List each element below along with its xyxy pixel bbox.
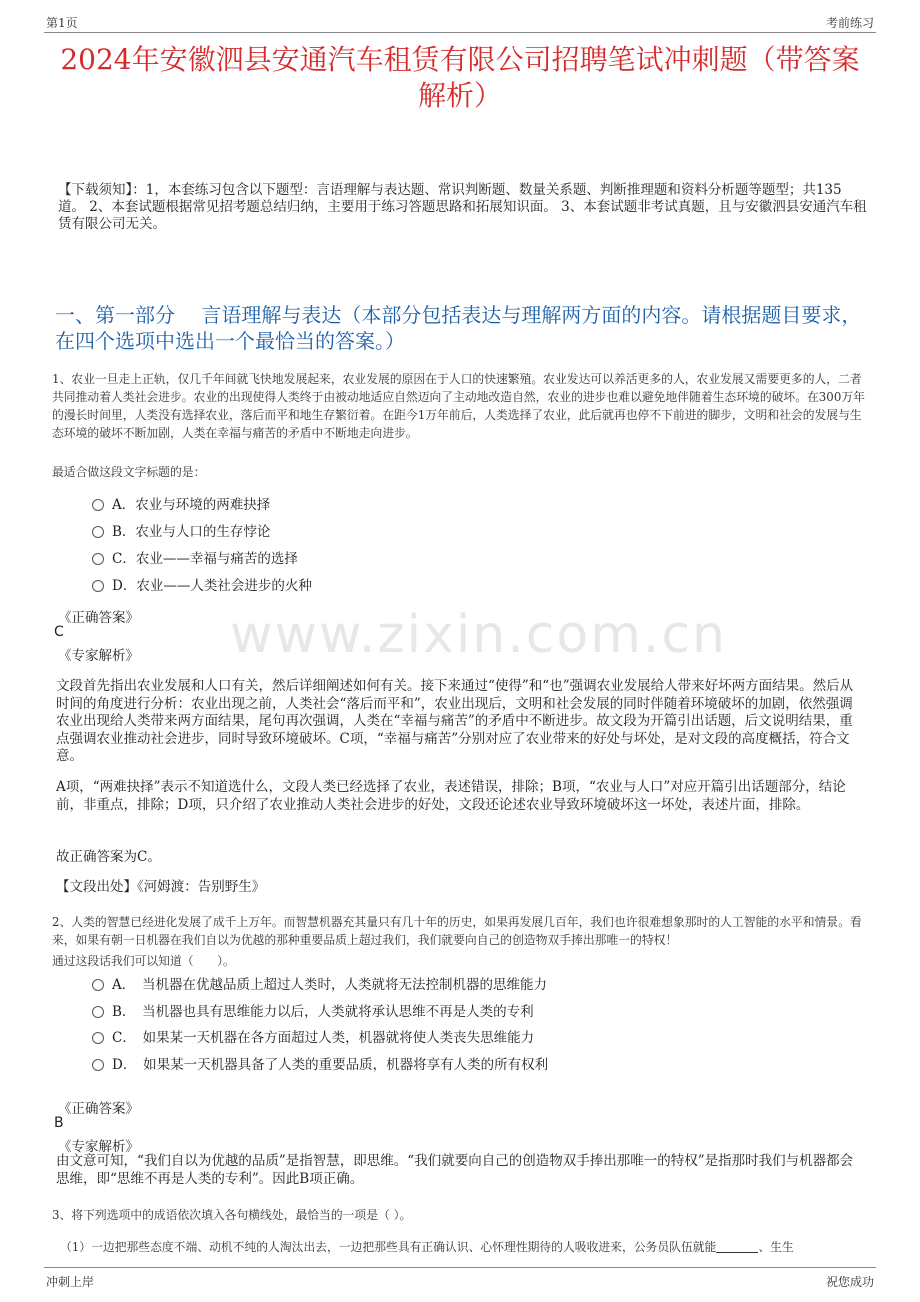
- option-label: C． 如果某一天机器在各方面超过人类，机器就将使人类丧失思维能力: [112, 1030, 535, 1046]
- option-label: B． 当机器也具有思维能力以后，人类就将承认思维不再是人类的专利: [112, 1004, 534, 1020]
- option-label: A．农业与环境的两难抉择: [112, 497, 271, 513]
- subitem-tail: 、生生: [758, 1240, 794, 1254]
- document-title: 2024年安徽泗县安通汽车租赁有限公司招聘笔试冲刺题（带答案解析）: [60, 43, 860, 112]
- option-1c[interactable]: [92, 550, 298, 568]
- header-label: 考前练习: [825, 16, 874, 30]
- option-1a[interactable]: [92, 496, 270, 514]
- question-1-text: 1、农业一旦走上正轨，仅几千年间就飞快地发展起来，农业发展的原因在于人口的快速繁殖。农业发达可以养活更多的人，农业发展又需要更多的人，二者共同推动着人类社会进步。农业的出现使得人类终于由被动地适应自然迈向了主动地改造自然，农业的进步也难以避免地伴随着生态环境的破坏。在300万年的漫长时间里，人类没有选择农业，落后而平和地生存繁衍着。在距今1万年前后，人类选择了农业，此后就再也停不下前进的脚步，文明和社会的发展与生态环境的破坏不断加剧，人类在幸福与痛苦的矛盾中不断地走向进步。: [52, 372, 865, 440]
- option-2d[interactable]: [92, 1056, 548, 1074]
- radio-icon[interactable]: [92, 1006, 104, 1018]
- answer-label: 《正确答案》: [58, 610, 139, 626]
- page-header: [44, 12, 876, 33]
- answer-label: 《正确答案》: [58, 1101, 139, 1117]
- radio-icon[interactable]: [92, 580, 104, 592]
- option-1b[interactable]: [92, 523, 270, 541]
- option-label: A． 当机器在优越品质上超过人类时，人类就将无法控制机器的思维能力: [112, 977, 547, 993]
- analysis-paragraph: 由文意可知，“我们自以为优越的品质”是指智慧，即思维。“我们就要向自己的创造物双手捧出那唯一的特权”是指那时我们与机器都会思维，即“思维不再是人类的专利”。因此B项正确。: [56, 1153, 854, 1187]
- analysis-conclusion: 故正确答案为C。: [56, 849, 161, 865]
- source-note: 【文段出处】《河姆渡：告别野生》: [56, 879, 266, 895]
- option-label: B．农业与人口的生存悖论: [112, 524, 271, 540]
- subitem-text: （1）一边把那些态度不端、动机不纯的人淘汰出去，一边把那些具有正确认识、心怀理性期待的人吸收进来，公务员队伍就能: [60, 1240, 717, 1254]
- analysis-paragraph: 文段首先指出农业发展和人口有关，然后详细阐述如何有关。接下来通过“使得”和“也”强调农业发展给人带来好坏两方面结果。然后从时间的角度进行分析：农业出现之前，人类社会“落后而平和”，农业出现后，文明和社会发展的同时伴随着环境破坏的加剧，依然强调农业出现给人类带来两方面结果，尾句再次强调，人类在“幸福与痛苦”的矛盾中不断进步。故文段为开篇引出话题，后文说明结果，重点强调农业推动社会进步，同时导致环境破坏。C项，“幸福与痛苦”分别对应了农业带来的好处与坏处，是对文段的高度概括，符合文意。: [56, 678, 854, 764]
- answer-value: C: [54, 624, 64, 640]
- option-label: D．农业——人类社会进步的火种: [112, 578, 312, 594]
- radio-icon[interactable]: [92, 526, 104, 538]
- radio-icon[interactable]: [92, 553, 104, 565]
- fill-blank: [716, 1240, 758, 1253]
- option-label: C．农业——幸福与痛苦的选择: [112, 551, 298, 567]
- question-3-subitem: [60, 1238, 868, 1256]
- radio-icon[interactable]: [92, 1032, 104, 1044]
- page-footer: [44, 1267, 876, 1288]
- question-2-prompt: 通过这段话我们可以知道（ ）。: [52, 954, 235, 968]
- radio-icon[interactable]: [92, 1059, 104, 1071]
- download-notice: 【下载须知】：1，本套练习包含以下题型：言语理解与表达题、常识判断题、数量关系题、判断推理题和资料分析题等题型；共135道。 2、本套试题根据常见招考题总结归纳，主要用于练习答题思路和拓展知识面。 3、本套试题非考试真题，且与安徽泗县安通汽车租赁有限公司无关。: [58, 182, 867, 232]
- page-number: 第1页: [46, 16, 78, 30]
- question-2-text: 2、人类的智慧已经进化发展了成千上万年。而智慧机器充其量只有几十年的历史，如果再发展几百年，我们也许很难想象那时的人工智能的水平和情景。看来，如果有朝一日机器在我们自以为优越的那种重要品质上超过我们，我们就要向自己的创造物双手捧出那唯一的特权！: [52, 915, 862, 947]
- footer-right: 祝您成功: [825, 1275, 874, 1289]
- analysis-paragraph: A项，“两难抉择”表示不知道选什么，文段人类已经选择了农业，表述错误，排除；B项，“农业与人口”对应开篇引出话题部分，结论前，非重点，排除；D项，只介绍了农业推动人类社会进步的好处，文段还论述农业导致环境破坏这一坏处，表述片面，排除。: [56, 779, 846, 813]
- option-2c[interactable]: [92, 1029, 534, 1047]
- question-3-text: 3、将下列选项中的成语依次填入各句横线处，最恰当的一项是（ ）。: [52, 1208, 412, 1222]
- question-1-prompt: 最适合做这段文字标题的是：: [52, 465, 206, 479]
- watermark: www.zixin.com.cn: [230, 605, 727, 665]
- option-label: D． 如果某一天机器具备了人类的重要品质，机器将享有人类的所有权利: [112, 1057, 549, 1073]
- option-1d[interactable]: [92, 577, 312, 595]
- footer-left: 冲刺上岸: [46, 1275, 95, 1289]
- radio-icon[interactable]: [92, 499, 104, 511]
- option-2b[interactable]: [92, 1003, 534, 1021]
- answer-value: B: [54, 1115, 64, 1131]
- analysis-label: 《专家解析》: [58, 648, 139, 664]
- radio-icon[interactable]: [92, 979, 104, 991]
- option-2a[interactable]: [92, 976, 547, 994]
- analysis-label: 《专家解析》: [58, 1139, 139, 1155]
- section-heading: 一、第一部分 言语理解与表达（本部分包括表达与理解两方面的内容。请根据题目要求，在四个选项中选出一个最恰当的答案。）: [55, 303, 862, 353]
